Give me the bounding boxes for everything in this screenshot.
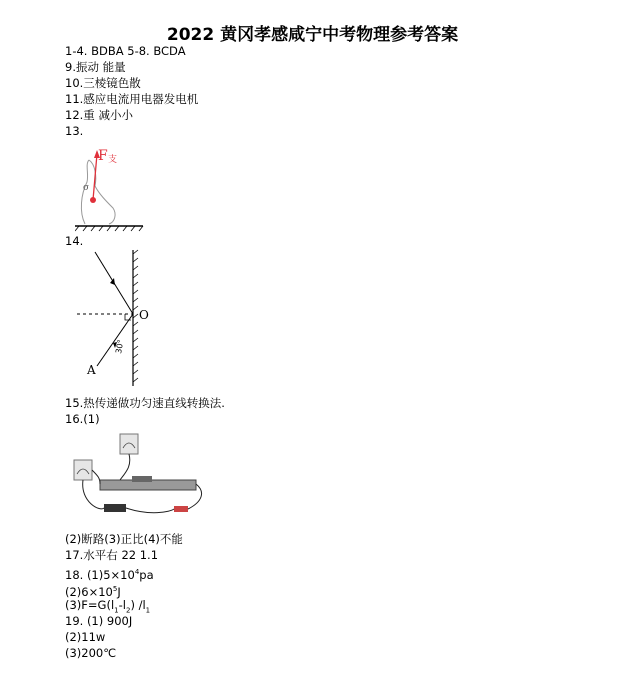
- answer-16: 16.(1): [65, 412, 100, 426]
- incident-arrowhead: [110, 278, 115, 285]
- answer-9: 9.振动 能量: [65, 60, 126, 74]
- answer-12: 12.重 减小小: [65, 108, 133, 122]
- answer-19-1: 19. (1) 900J: [65, 614, 133, 628]
- figure-13: [75, 142, 145, 232]
- force-arrow: [93, 154, 97, 200]
- force-subscript: 支: [108, 155, 118, 165]
- answer-16-2: (2)断路(3)正比(4)不能: [65, 532, 183, 546]
- answer-11: 11.感应电流用电器发电机: [65, 92, 199, 106]
- point-o-label: O: [139, 308, 149, 322]
- angle-label: σ: [83, 183, 90, 193]
- force-label: F: [98, 148, 108, 164]
- answer-15: 15.热传递做功匀速直线转换法.: [65, 396, 225, 410]
- answer-14: 14.: [65, 234, 84, 248]
- ammeter: [74, 460, 92, 480]
- point-a-label: A: [87, 363, 96, 377]
- answer-13: 13.: [65, 124, 84, 138]
- battery: [104, 504, 126, 512]
- page-title: 2022 黄冈孝感咸宁中考物理参考答案: [166, 25, 459, 45]
- answer-10: 10.三棱镜色散: [65, 76, 141, 90]
- right-angle-mark: [125, 314, 131, 320]
- answer-18-2: $(2)6\times 10^5J$: [65, 584, 121, 599]
- force-point: [90, 197, 96, 203]
- figure-14: [75, 248, 165, 388]
- switch: [174, 506, 188, 512]
- mirror-hatch: [133, 250, 138, 382]
- answer-1-8: 1-4. BDBA 5-8. BCDA: [65, 44, 186, 58]
- voltmeter: [120, 434, 138, 454]
- figure-16-circuit-photo: [70, 432, 210, 524]
- answer-19-3: (3)200℃: [65, 646, 117, 660]
- answer-17: 17.水平右 22 1.1: [65, 548, 159, 562]
- answer-18-3: $(3)F=G(l_1-l_2)$ $/l_1$: [65, 598, 151, 615]
- answer-19-2: (2)11w: [65, 630, 106, 644]
- angle-label: 30°: [114, 338, 126, 355]
- reflected-ray: [97, 314, 133, 366]
- answer-18-1: 18. $(1)5\times 10^4pa$: [65, 567, 154, 582]
